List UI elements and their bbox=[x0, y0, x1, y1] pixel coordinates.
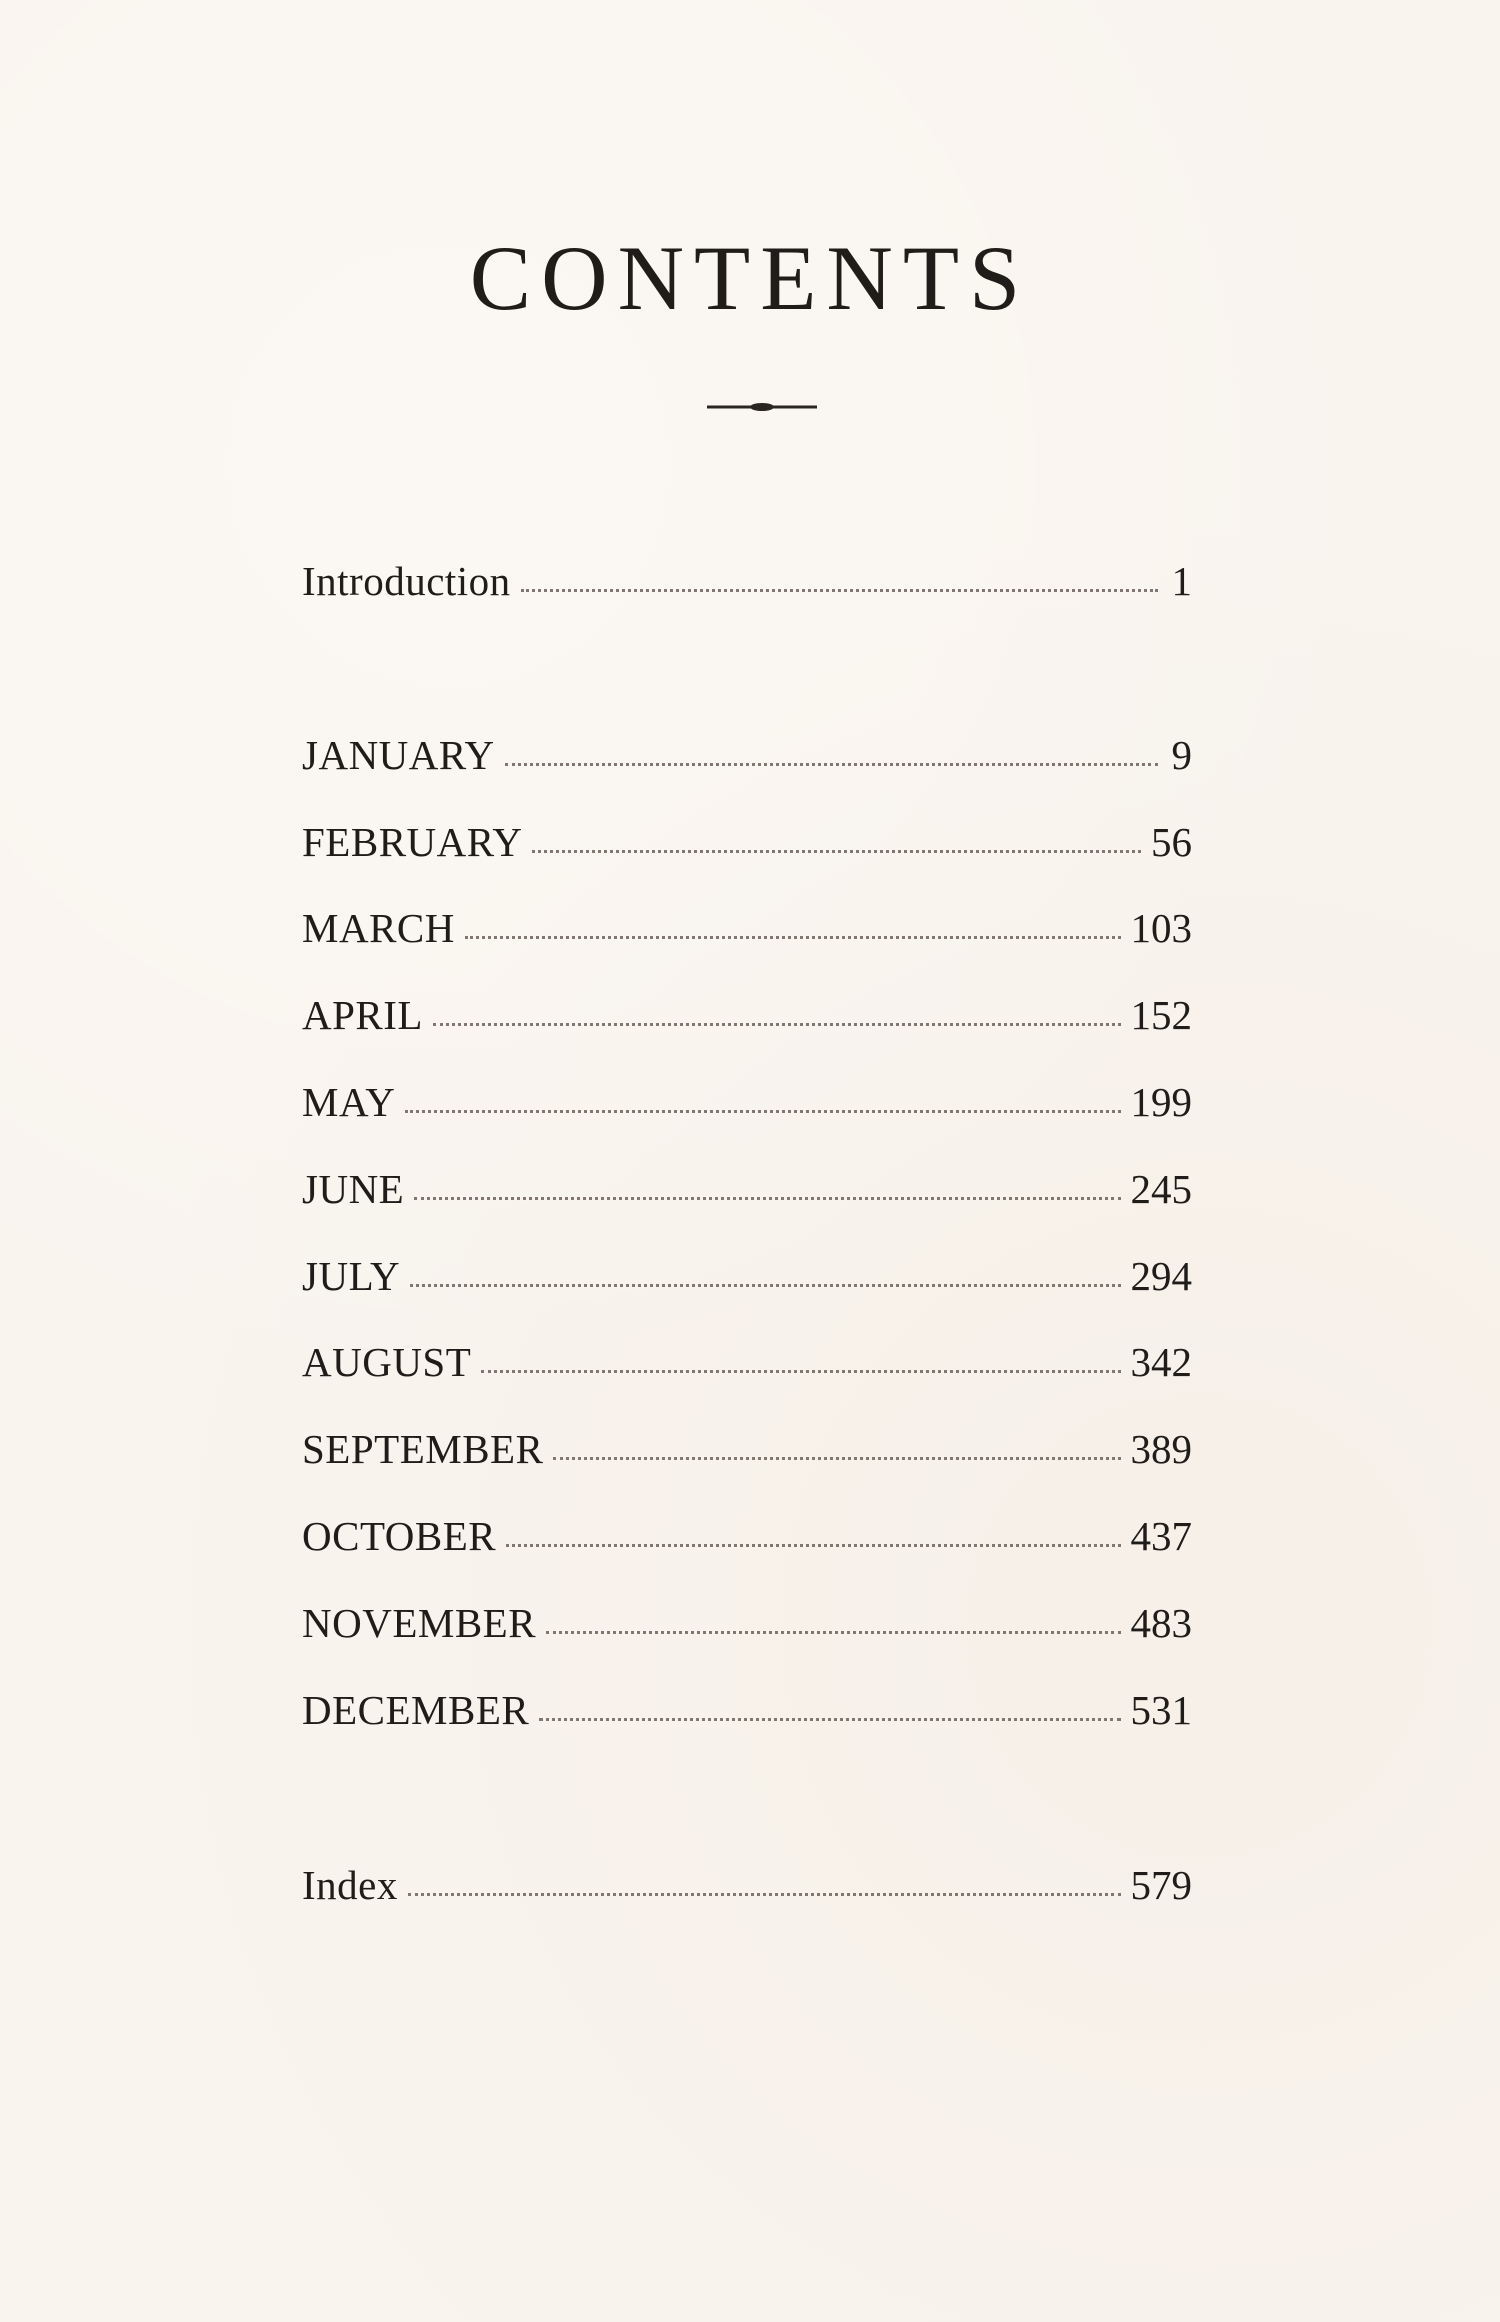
toc-entry-october[interactable] bbox=[302, 1501, 1192, 1557]
dot-leader bbox=[506, 1544, 1120, 1547]
toc-entry-page-number: 9 bbox=[1171, 732, 1192, 778]
toc-entry-label: FEBRUARY bbox=[302, 819, 523, 865]
dot-leader bbox=[546, 1631, 1120, 1634]
toc-entry-label: Index bbox=[302, 1862, 398, 1908]
toc-entry-label: MARCH bbox=[302, 905, 455, 951]
toc-entry-label: DECEMBER bbox=[302, 1687, 530, 1733]
dot-leader bbox=[414, 1197, 1120, 1200]
toc-entry-march[interactable] bbox=[302, 893, 1192, 949]
toc-entry-page-number: 342 bbox=[1130, 1339, 1192, 1385]
dot-leader bbox=[553, 1457, 1120, 1460]
toc-entry-page-number: 245 bbox=[1130, 1166, 1192, 1212]
ornament-divider-icon bbox=[707, 395, 817, 419]
toc-entry-label: SEPTEMBER bbox=[302, 1426, 544, 1472]
toc-entry-november[interactable] bbox=[302, 1588, 1192, 1644]
toc-entry-page-number: 437 bbox=[1130, 1513, 1192, 1559]
dot-leader bbox=[505, 763, 1158, 766]
toc-entry-label: MAY bbox=[302, 1079, 396, 1125]
toc-entry-page-number: 579 bbox=[1130, 1862, 1192, 1908]
toc-entry-label: JULY bbox=[302, 1253, 401, 1299]
toc-entry-label: JUNE bbox=[302, 1166, 405, 1212]
page-title: CONTENTS bbox=[469, 227, 1031, 329]
toc-entry-august[interactable] bbox=[302, 1327, 1192, 1383]
toc-entry-page-number: 389 bbox=[1130, 1426, 1192, 1472]
toc-entry-july[interactable] bbox=[302, 1241, 1192, 1297]
toc-entry-introduction[interactable] bbox=[302, 546, 1192, 602]
dot-leader bbox=[532, 850, 1141, 853]
dot-leader bbox=[521, 589, 1158, 592]
dot-leader bbox=[539, 1718, 1120, 1721]
toc-entry-june[interactable] bbox=[302, 1154, 1192, 1210]
toc-entry-label: JANUARY bbox=[302, 732, 495, 778]
toc-entry-page-number: 483 bbox=[1130, 1600, 1192, 1646]
toc-entry-page-number: 1 bbox=[1171, 558, 1192, 604]
toc-entry-page-number: 531 bbox=[1130, 1687, 1192, 1733]
dot-leader bbox=[405, 1110, 1120, 1113]
toc-entry-page-number: 294 bbox=[1130, 1253, 1192, 1299]
toc-entry-may[interactable] bbox=[302, 1067, 1192, 1123]
toc-entry-september[interactable] bbox=[302, 1414, 1192, 1470]
toc-entry-january[interactable] bbox=[302, 720, 1192, 776]
toc-entry-index[interactable] bbox=[302, 1850, 1192, 1906]
dot-leader bbox=[465, 936, 1121, 939]
toc-entry-page-number: 56 bbox=[1151, 819, 1192, 865]
toc-entry-label: NOVEMBER bbox=[302, 1600, 537, 1646]
toc-entry-page-number: 103 bbox=[1130, 905, 1192, 951]
toc-entry-label: Introduction bbox=[302, 558, 511, 604]
dot-leader bbox=[410, 1284, 1120, 1287]
toc-entry-page-number: 199 bbox=[1130, 1079, 1192, 1125]
toc-entry-april[interactable] bbox=[302, 980, 1192, 1036]
toc-entry-label: AUGUST bbox=[302, 1339, 472, 1385]
toc-entry-december[interactable] bbox=[302, 1675, 1192, 1731]
dot-leader bbox=[408, 1893, 1121, 1896]
toc-entry-label: OCTOBER bbox=[302, 1513, 497, 1559]
toc-entry-label: APRIL bbox=[302, 992, 423, 1038]
toc-entry-page-number: 152 bbox=[1130, 992, 1192, 1038]
dot-leader bbox=[433, 1023, 1121, 1026]
dot-leader bbox=[481, 1370, 1120, 1373]
toc-entry-february[interactable] bbox=[302, 807, 1192, 863]
